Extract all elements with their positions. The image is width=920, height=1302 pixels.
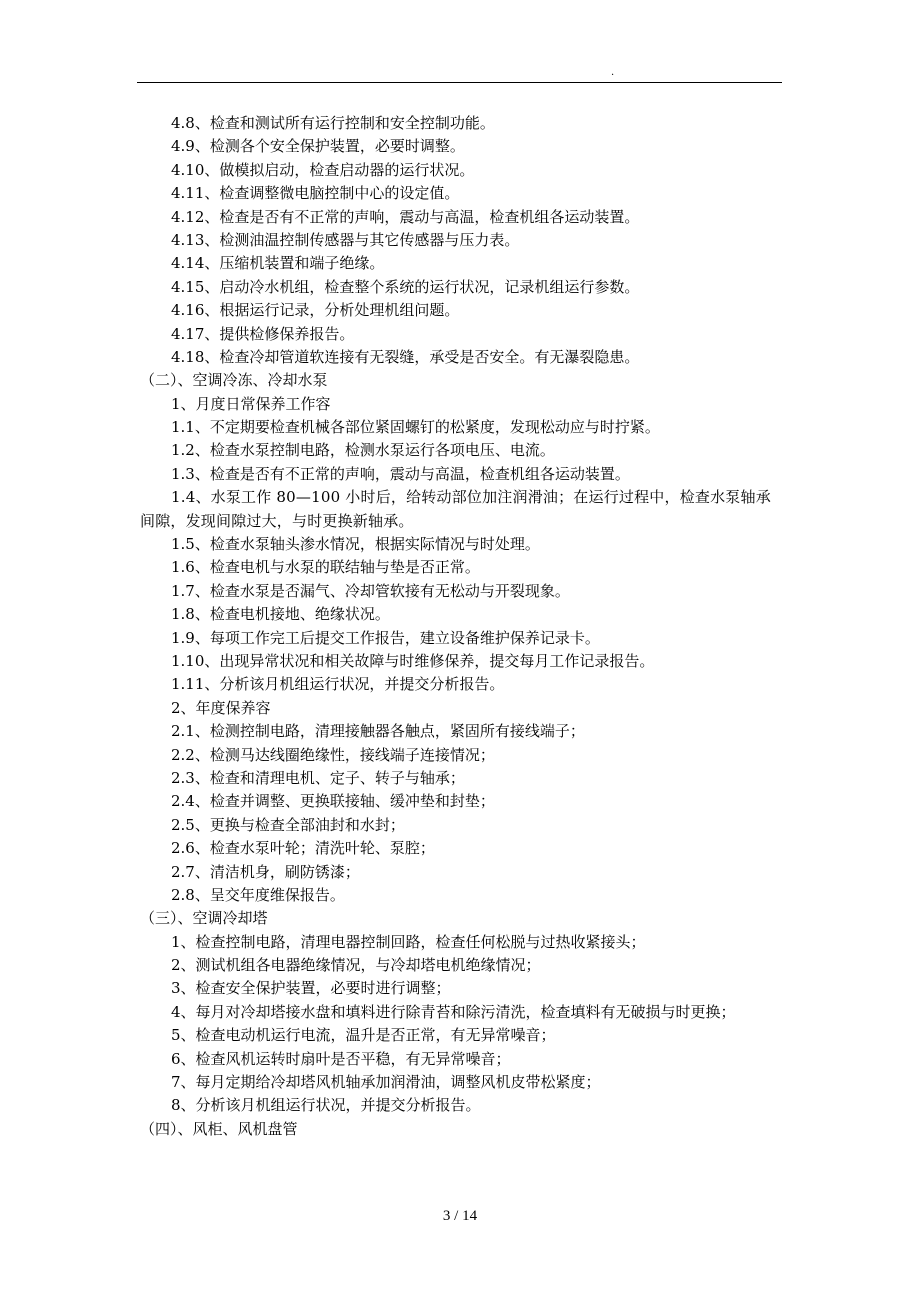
paragraph-line: 4.12、检查是否有不正常的声响，震动与高温，检查机组各运动装置。	[171, 207, 640, 226]
paragraph-line: 2.6、检查水泵叶轮；清洗叶轮、泵腔；	[171, 839, 435, 858]
section-heading: （二）、空调冷冻、冷却水泵	[140, 371, 328, 390]
paragraph-line: 8、分析该月机组运行状况，并提交分析报告。	[171, 1096, 481, 1115]
paragraph-line: 1.4、水泵工作 80—100 小时后，给转动部位加注润滑油；在运行过程中，检查水泵轴承间隙，发现间隙过大，与时更换新轴承。	[140, 488, 771, 530]
paragraph-line: 2.4、检查并调整、更换联接轴、缓冲垫和封垫；	[171, 792, 495, 811]
paragraph-line: 1.1、不定期要检查机械各部位紧固螺钉的松紧度，发现松动应与时拧紧。	[171, 418, 660, 437]
paragraph-line: 1.6、检查电机与水泵的联结轴与垫是否正常。	[171, 558, 480, 577]
paragraph-line: 1、月度日常保养工作容	[171, 394, 331, 413]
paragraph-line: 4.8、检查和测试所有运行控制和安全控制功能。	[171, 114, 495, 132]
paragraph-line: 2.5、更换与检查全部油封和水封；	[171, 815, 405, 834]
paragraph-line: 2.8、呈交年度维保报告。	[171, 885, 345, 904]
paragraph-line: 4、每月对冷却塔接水盘和填料进行除青苔和除污清洗，检查填料有无破损与时更换；	[171, 1002, 736, 1021]
paragraph-line: 1、检查控制电路，清理电器控制回路，检查任何松脱与过热收紧接头；	[171, 932, 646, 951]
paragraph-line: 7、每月定期给冷却塔风机轴承加润滑油，调整风机皮带松紧度；	[171, 1073, 601, 1092]
paragraph-line: 4.18、检查冷却管道软连接有无裂缝，承受是否安全。有无瀑裂隐患。	[171, 347, 640, 366]
paragraph-line: 1.5、检查水泵轴头渗水情况，根据实际情况与时处理。	[171, 535, 540, 554]
section-heading: （四）、风柜、风机盘管	[140, 1119, 298, 1138]
paragraph-line: 4.17、提供检修保养报告。	[171, 324, 355, 343]
paragraph-line: 1.8、检查电机接地、绝缘状况。	[171, 605, 390, 624]
paragraph-line: 2、测试机组各电器绝缘情况，与冷却塔电机绝缘情况；	[171, 956, 541, 975]
paragraph-line: 4.16、根据运行记录，分析处理机组问题。	[171, 301, 460, 320]
paragraph-line: 5、检查电动机运行电流，温升是否正常，有无异常噪音；	[171, 1026, 556, 1045]
paragraph-line: 4.11、检查调整微电脑控制中心的设定值。	[171, 184, 460, 203]
page-number: 3 / 14	[442, 1208, 478, 1224]
paragraph-line: 1.11、分析该月机组运行状况，并提交分析报告。	[171, 675, 505, 694]
header-mark: .	[611, 67, 615, 78]
paragraph-line: 4.13、检测油温控制传感器与其它传感器与压力表。	[171, 230, 520, 249]
document-body	[140, 112, 785, 1141]
paragraph-line: 1.10、出现异常状况和相关故障与时维修保养，提交每月工作记录报告。	[171, 652, 655, 671]
paragraph-line: 6、检查风机运转时扇叶是否平稳，有无异常噪音；	[171, 1049, 511, 1068]
section-heading: （三）、空调冷却塔	[140, 909, 268, 928]
paragraph-line: 4.15、启动冷水机组，检查整个系统的运行状况，记录机组运行参数。	[171, 277, 640, 296]
paragraph-line: 4.10、做模拟启动，检查启动器的运行状况。	[171, 160, 475, 179]
paragraph-line: 1.9、每项工作完工后提交工作报告，建立设备维护保养记录卡。	[171, 628, 600, 647]
paragraph-line: 4.14、压缩机装置和端子绝缘。	[171, 254, 385, 273]
paragraph-line: 2.3、检查和清理电机、定子、转子与轴承；	[171, 768, 465, 787]
paragraph-line: 2.7、清洁机身，刷防锈漆；	[171, 862, 360, 881]
paragraph-line: 2.1、检测控制电路，清理接触器各触点，紧固所有接线端子；	[171, 722, 585, 741]
paragraph-line: 3、检查安全保护装置，必要时进行调整；	[171, 979, 451, 998]
paragraph-line: 2、年度保养容	[171, 698, 271, 717]
paragraph-line: 1.2、检查水泵控制电路，检测水泵运行各项电压、电流。	[171, 441, 555, 460]
paragraph-line: 2.2、检测马达线圈绝缘性，接线端子连接情况；	[171, 745, 495, 764]
paragraph-line: 1.7、检查水泵是否漏气、冷却管软接有无松动与开裂现象。	[171, 581, 570, 600]
paragraph-line: 1.3、检查是否有不正常的声响，震动与高温，检查机组各运动装置。	[171, 464, 630, 483]
header-rule	[137, 82, 782, 83]
paragraph-line: 4.9、检测各个安全保护装置，必要时调整。	[171, 137, 465, 156]
